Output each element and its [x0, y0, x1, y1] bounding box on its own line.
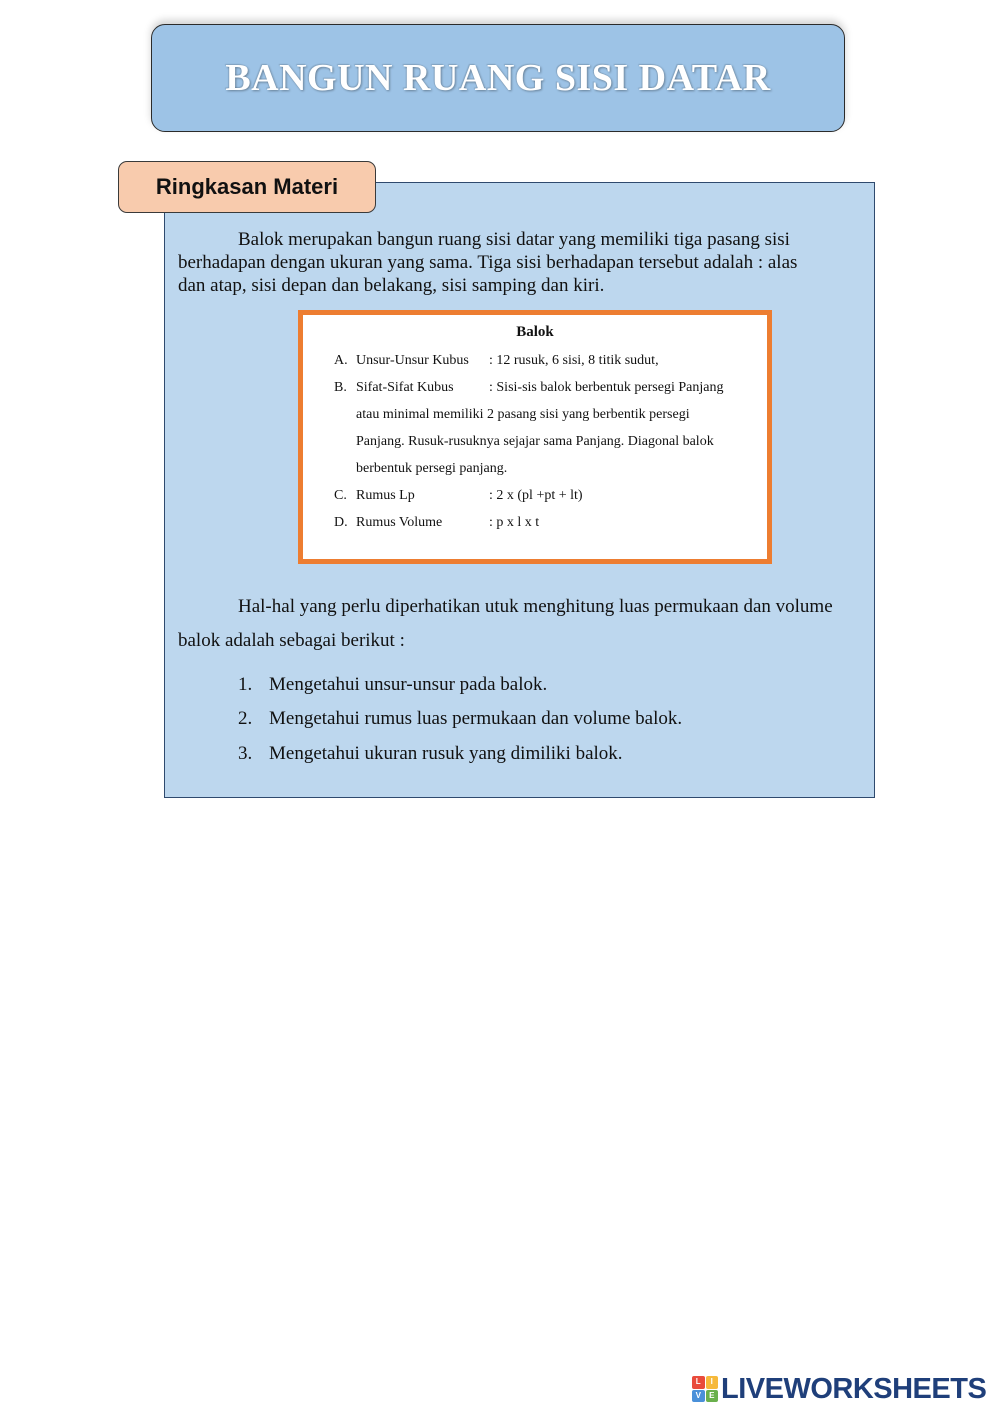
intro-line-2: berhadapan dengan ukuran yang sama. Tiga sisi berhadapan tersebut adalah : alas: [178, 252, 798, 273]
para2-line-2: balok adalah sebagai berikut :: [178, 630, 405, 651]
list-item: [238, 743, 623, 765]
balok-box-title: Balok: [516, 324, 554, 340]
list-text: Mengetahui unsur-unsur pada balok.: [269, 674, 548, 695]
title-banner: [151, 24, 845, 132]
item-value: : 12 rusuk, 6 sisi, 8 titik sudut,: [489, 353, 659, 368]
list-text: Mengetahui ukuran rusuk yang dimiliki balok.: [269, 743, 623, 764]
item-letter: D.: [334, 515, 348, 530]
logo-letter: E: [706, 1390, 719, 1403]
item-label: Sifat-Sifat Kubus: [356, 380, 454, 395]
liveworksheets-watermark[interactable]: [692, 1372, 986, 1406]
item-label: Rumus Volume: [356, 515, 443, 530]
item-value: : 2 x (pl +pt + lt): [489, 488, 583, 503]
list-item: [238, 674, 547, 696]
logo-letter: I: [706, 1376, 719, 1389]
item-value: : p x l x t: [489, 515, 540, 530]
balok-summary-box: [298, 310, 772, 564]
list-number: 3.: [238, 743, 253, 764]
list-number: 1.: [238, 674, 253, 695]
para2-line-1: Hal-hal yang perlu diperhatikan utuk menghitung luas permukaan dan volume: [238, 596, 833, 617]
item-label: Unsur-Unsur Kubus: [356, 353, 469, 368]
liveworksheets-logo-icon: [692, 1376, 718, 1402]
list-item: [238, 708, 682, 730]
logo-letter: L: [692, 1376, 705, 1389]
page-title: BANGUN RUANG SISI DATAR: [225, 57, 771, 99]
list-text: Mengetahui rumus luas permukaan dan volume balok.: [269, 708, 683, 729]
section-tab: Ringkasan Materi: [118, 161, 376, 213]
logo-letter: V: [692, 1390, 705, 1403]
item-label: Rumus Lp: [356, 488, 415, 503]
item-letter: B.: [334, 380, 347, 395]
intro-line-1: Balok merupakan bangun ruang sisi datar yang memiliki tiga pasang sisi: [238, 229, 790, 250]
balok-item-b-continuation-3: berbentuk persegi panjang.: [356, 461, 508, 476]
list-number: 2.: [238, 708, 253, 729]
item-letter: A.: [334, 353, 348, 368]
balok-item-b-continuation-1: atau minimal memiliki 2 pasang sisi yang berbentik persegi: [356, 407, 690, 422]
item-value: : Sisi-sis balok berbentuk persegi Panjang: [489, 380, 724, 395]
watermark-text: LIVEWORKSHEETS: [721, 1372, 987, 1405]
intro-line-3: dan atap, sisi depan dan belakang, sisi samping dan kiri.: [178, 275, 605, 296]
balok-item-b-continuation-2: Panjang. Rusuk-rusuknya sejajar sama Panjang. Diagonal balok: [356, 434, 714, 449]
intro-paragraph: [178, 228, 858, 297]
item-letter: C.: [334, 488, 347, 503]
second-paragraph: [178, 590, 868, 658]
